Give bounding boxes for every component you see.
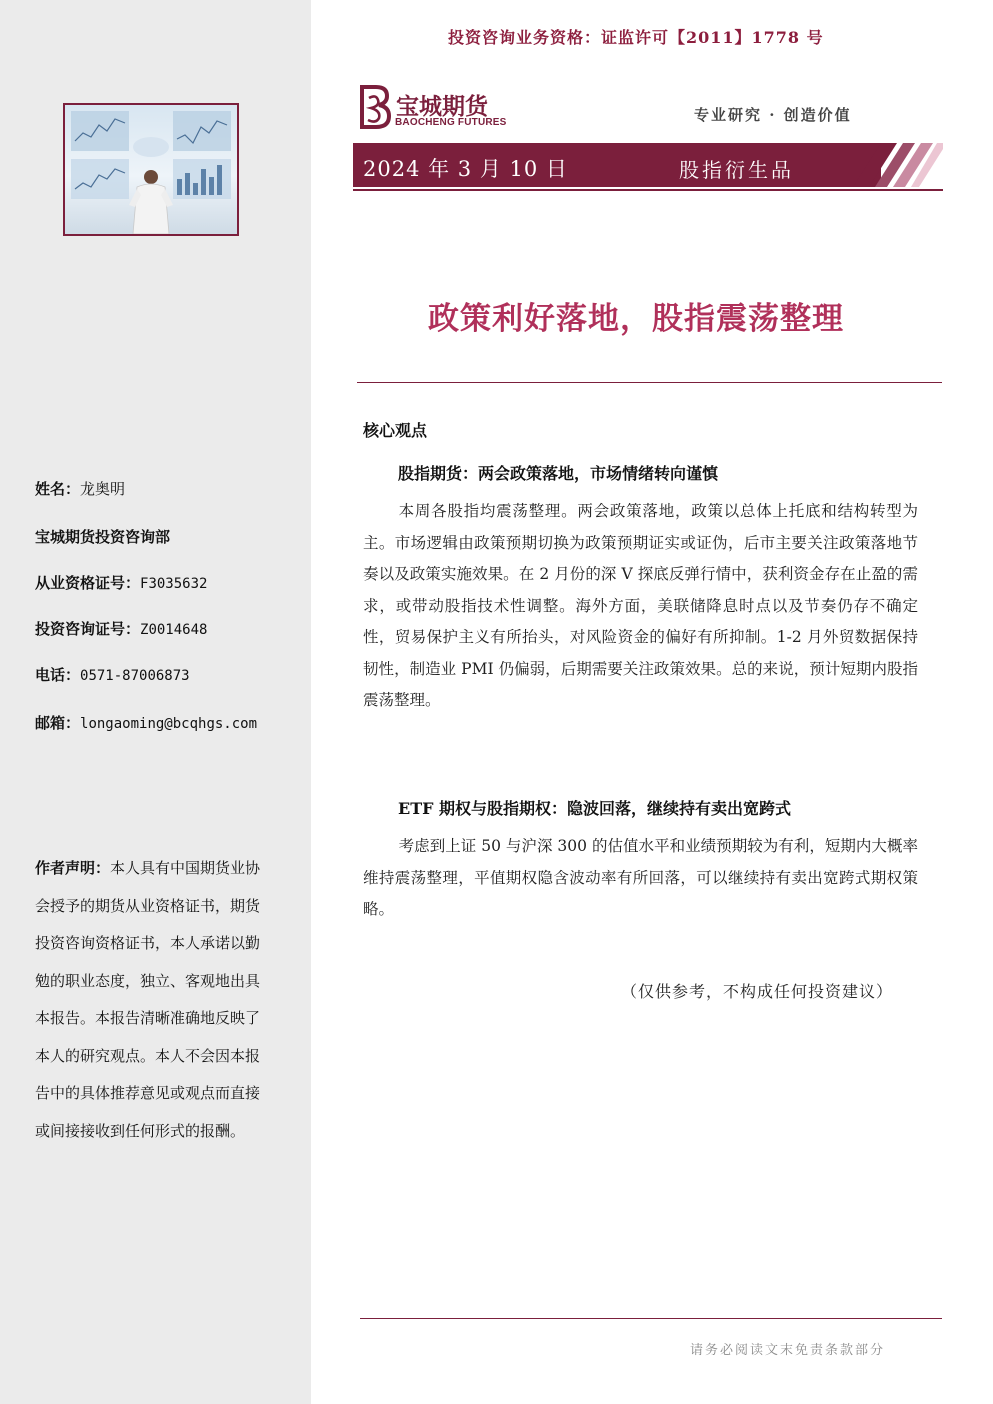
footer-divider (360, 1318, 942, 1319)
disclaimer-note: （仅供参考，不构成任何投资建议） (621, 982, 894, 1001)
section-body-futures: 本周各股指均震荡整理。两会政策落地，政策以总体上托底和结构转型为主。市场逻辑由政策预期切换为政策预期证实或证伪，后市主要关注政策落地节奏以及政策实施效果。在 2 月份的深 V 探底反弹行情中，获利资金存在止盈的需求，或带动股指技术性调整。海外方面，美联储降息时点以及节奏仍存不确定性，贸易保护主义有所抬头，对风险资金的偏好有所抑制。1-2 月外贸数据保持韧性，制造业 PMI 仍偏弱，后期需要关注政策效果。总的来说，预计短期内股指震荡整理。 (363, 502, 918, 709)
cover-image (63, 103, 239, 236)
banner-stripes (853, 143, 943, 189)
author-name: 姓名：龙奥明 (35, 480, 126, 498)
section-body-options: 考虑到上证 50 与沪深 300 的估值水平和业绩预期较为有利，短期内大概率维持震荡整理，平值期权隐含波动率有所回落，可以继续持有卖出宽跨式期权策略。 (363, 837, 918, 918)
section-subtitle-futures: 股指期货：两会政策落地，市场情绪转向谨慎 (398, 464, 719, 483)
analyst-screens-illustration (65, 105, 237, 234)
logo-chinese-name: 宝城期货 (396, 94, 488, 120)
qualification-number: 从业资格证号：F3035632 (35, 574, 208, 592)
author-sidebar (0, 0, 311, 1404)
phone: 电话：0571-87006873 (35, 666, 190, 684)
core-heading: 核心观点 (363, 421, 428, 440)
report-title: 政策利好落地，股指震荡整理 (428, 301, 844, 337)
license-text: 投资咨询业务资格：证监许可【2011】1778 号 (448, 28, 824, 47)
banner-underline (353, 189, 943, 191)
email[interactable]: 邮箱：longaoming@bcqhgs.com (35, 714, 258, 732)
footer-text: 请务必阅读文末免责条款部分 (690, 1343, 886, 1358)
slogan: 专业研究 · 创造价值 (694, 106, 852, 124)
logo-mark-icon (356, 84, 392, 130)
consulting-number: 投资咨询证号：Z0014648 (35, 620, 208, 638)
section-subtitle-options: ETF 期权与股指期权：隐波回落，继续持有卖出宽跨式 (398, 799, 792, 818)
date-banner (353, 143, 943, 193)
department: 宝城期货投资咨询部 (35, 528, 171, 546)
report-date: 2024 年 3 月 10 日 (363, 157, 568, 181)
logo-english-name: BAOCHENG FUTURES (395, 117, 507, 128)
author-statement: 作者声明：本人具有中国期货业协会授予的期货从业资格证书，期货投资咨询资格证书，本人承诺以勤勉的职业态度，独立、客观地出具本报告。本报告清晰准确地反映了本人的研究观点。本人不会因本报告中的具体推荐意见或观点而直接或间接接收到任何形式的报酬。 (35, 859, 261, 1140)
company-logo (356, 84, 526, 132)
report-category: 股指衍生品 (679, 158, 794, 182)
title-divider (357, 382, 942, 383)
